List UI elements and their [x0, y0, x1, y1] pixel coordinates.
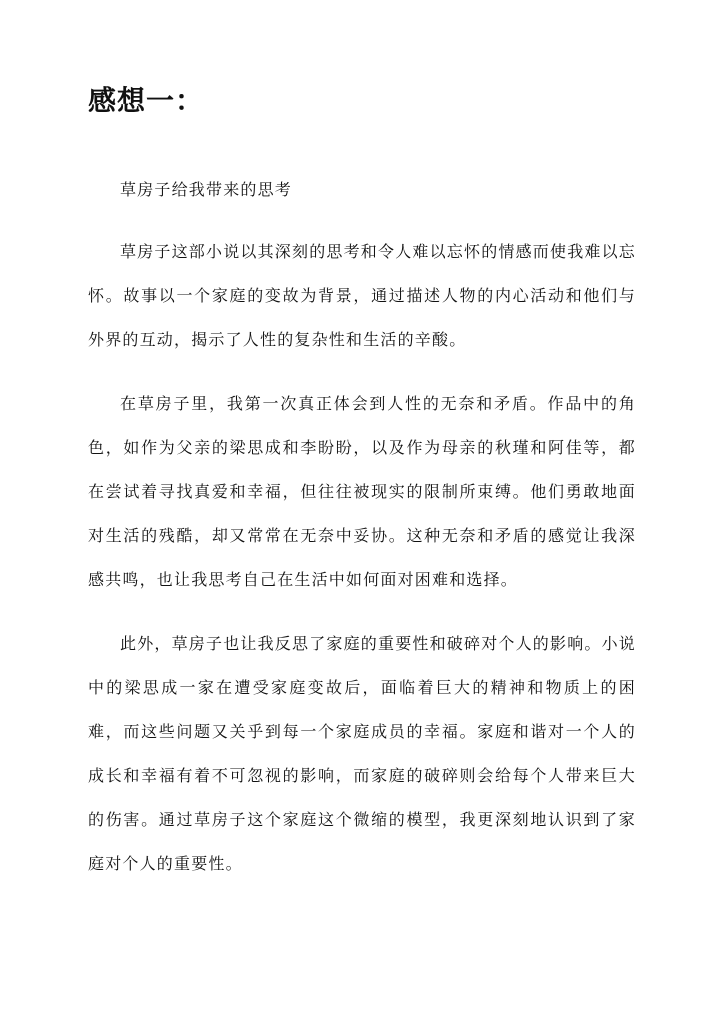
body-paragraph: 此外，草房子也让我反思了家庭的重要性和破碎对个人的影响。小说中的梁思成一家在遭受家庭变故后，面临着巨大的精神和物质上的困难，而这些问题又关乎到每一个家庭成员的幸福。家庭和谐对一个人的成长和幸福有着不可忽视的影响，而家庭的破碎则会给每个人带来巨大的伤害。通过草房子这个家庭这个微缩的模型，我更深刻地认识到了家庭对个人的重要性。	[88, 634, 637, 873]
page-heading: 感想一：	[88, 84, 205, 117]
document-body	[88, 168, 636, 906]
body-paragraph: 草房子这部小说以其深刻的思考和令人难以忘怀的情感而使我难以忘怀。故事以一个家庭的变故为背景，通过描述人物的内心活动和他们与外界的互动，揭示了人性的复杂性和生活的辛酸。	[88, 242, 637, 349]
essay-subtitle: 草房子给我带来的思考	[120, 180, 293, 199]
body-paragraph: 在草房子里，我第一次真正体会到人性的无奈和矛盾。作品中的角色，如作为父亲的梁思成和李盼盼，以及作为母亲的秋瑾和阿佳等，都在尝试着寻找真爱和幸福，但往往被现实的限制所束缚。他们勇敢地面对生活的残酷，却又常常在无奈中妥协。这种无奈和矛盾的感觉让我深感共鸣，也让我思考自己在生活中如何面对困难和选择。	[88, 394, 636, 589]
